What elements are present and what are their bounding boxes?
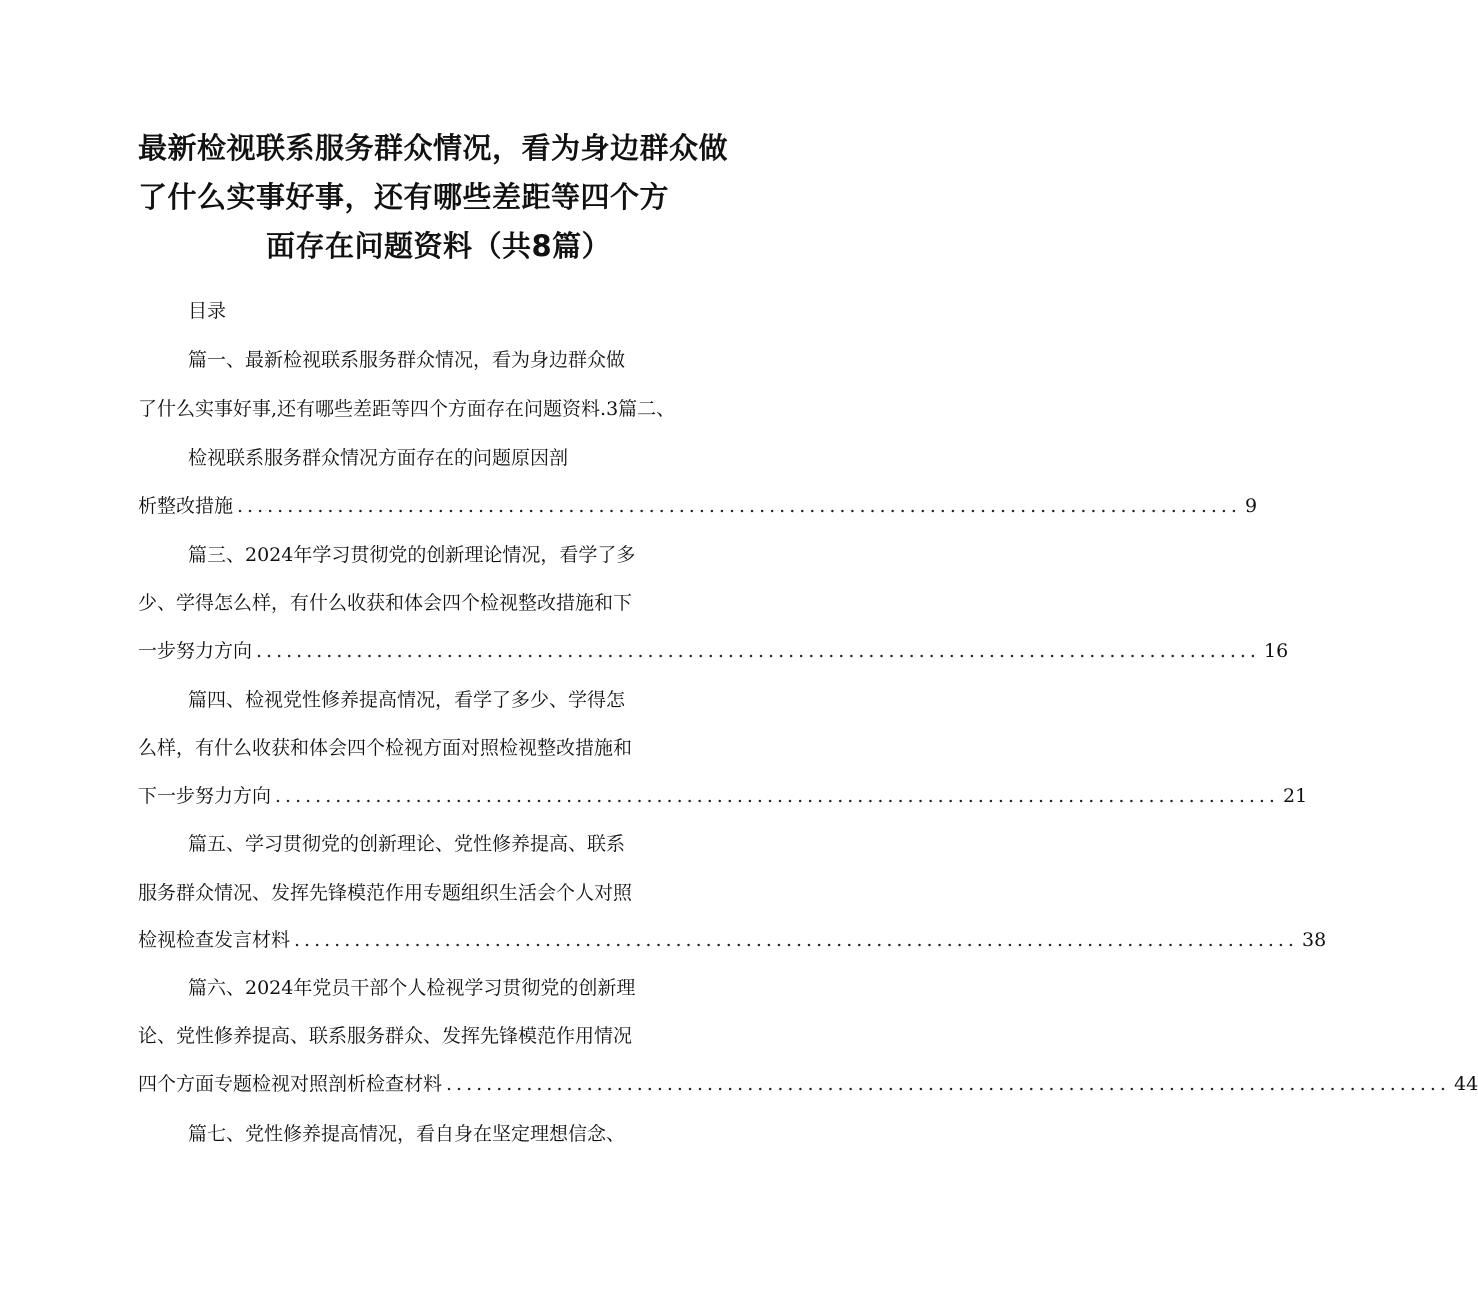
toc-entry-3-page: 16 xyxy=(1263,640,1289,662)
toc-entry-3-line-3: 一步努力方向 xyxy=(138,640,253,662)
toc-entry-6-last-line[interactable] xyxy=(138,1070,1478,1098)
leader-dots: .................................................................................................... xyxy=(446,1073,1450,1095)
title-line-2: 了什么实事好事，还有哪些差距等四个方 xyxy=(138,180,670,214)
leader-dots: .................................................................................................... xyxy=(294,929,1298,951)
toc-heading: 目录 xyxy=(188,300,227,322)
toc-entry-6-line-2[interactable]: 论、党性修养提高、联系服务群众、发挥先锋模范作用情况 xyxy=(138,1025,633,1047)
toc-entry-2-line-2: 析整改措施 xyxy=(138,495,234,517)
toc-entry-5-line-2[interactable]: 服务群众情况、发挥先锋模范作用专题组织生活会个人对照 xyxy=(138,882,633,904)
toc-entry-4-last-line[interactable] xyxy=(138,782,1308,810)
toc-entry-2-page: 9 xyxy=(1244,495,1258,517)
toc-entry-2-last-line[interactable] xyxy=(138,492,1258,520)
toc-entry-5-line-3: 检视检查发言材料 xyxy=(138,929,291,951)
toc-entry-6-page: 44 xyxy=(1453,1073,1478,1095)
toc-entry-1-line-1[interactable]: 篇一、最新检视联系服务群众情况，看为身边群众做 xyxy=(188,349,626,371)
toc-entry-4-line-1[interactable]: 篇四、检视党性修养提高情况，看学了多少、学得怎 xyxy=(188,689,626,711)
title-line-3: 面存在问题资料（共8篇） xyxy=(266,229,612,263)
toc-entry-7-line-1[interactable]: 篇七、党性修养提高情况，看自身在坚定理想信念、 xyxy=(188,1123,626,1145)
toc-entry-3-line-2[interactable]: 少、学得怎么样，有什么收获和体会四个检视整改措施和下 xyxy=(138,592,633,614)
toc-entry-6-line-3: 四个方面专题检视对照剖析检查材料 xyxy=(138,1073,443,1095)
toc-entry-5-page: 38 xyxy=(1301,929,1327,951)
toc-entry-3-line-1[interactable]: 篇三、2024年学习贯彻党的创新理论情况，看学了多 xyxy=(188,544,636,566)
toc-entry-5-line-1[interactable]: 篇五、学习贯彻党的创新理论、党性修养提高、联系 xyxy=(188,833,626,855)
toc-entry-4-page: 21 xyxy=(1282,785,1308,807)
toc-entry-3-last-line[interactable] xyxy=(138,637,1289,665)
leader-dots: .................................................................................................... xyxy=(256,640,1260,662)
leader-dots: .................................................................................................... xyxy=(275,785,1279,807)
leader-dots: .................................................................................................... xyxy=(237,495,1241,517)
toc-entry-1-line-2[interactable]: 了什么实事好事,还有哪些差距等四个方面存在问题资料.3篇二、 xyxy=(138,398,676,420)
toc-entry-5-last-line[interactable] xyxy=(138,926,1327,954)
toc-entry-2-line-1[interactable]: 检视联系服务群众情况方面存在的问题原因剖 xyxy=(188,447,569,469)
toc-entry-4-line-2[interactable]: 么样，有什么收获和体会四个检视方面对照检视整改措施和 xyxy=(138,737,633,759)
title-line-1: 最新检视联系服务群众情况，看为身边群众做 xyxy=(138,131,729,165)
toc-entry-4-line-3: 下一步努力方向 xyxy=(138,785,272,807)
toc-entry-6-line-1[interactable]: 篇六、2024年党员干部个人检视学习贯彻党的创新理 xyxy=(188,977,636,999)
